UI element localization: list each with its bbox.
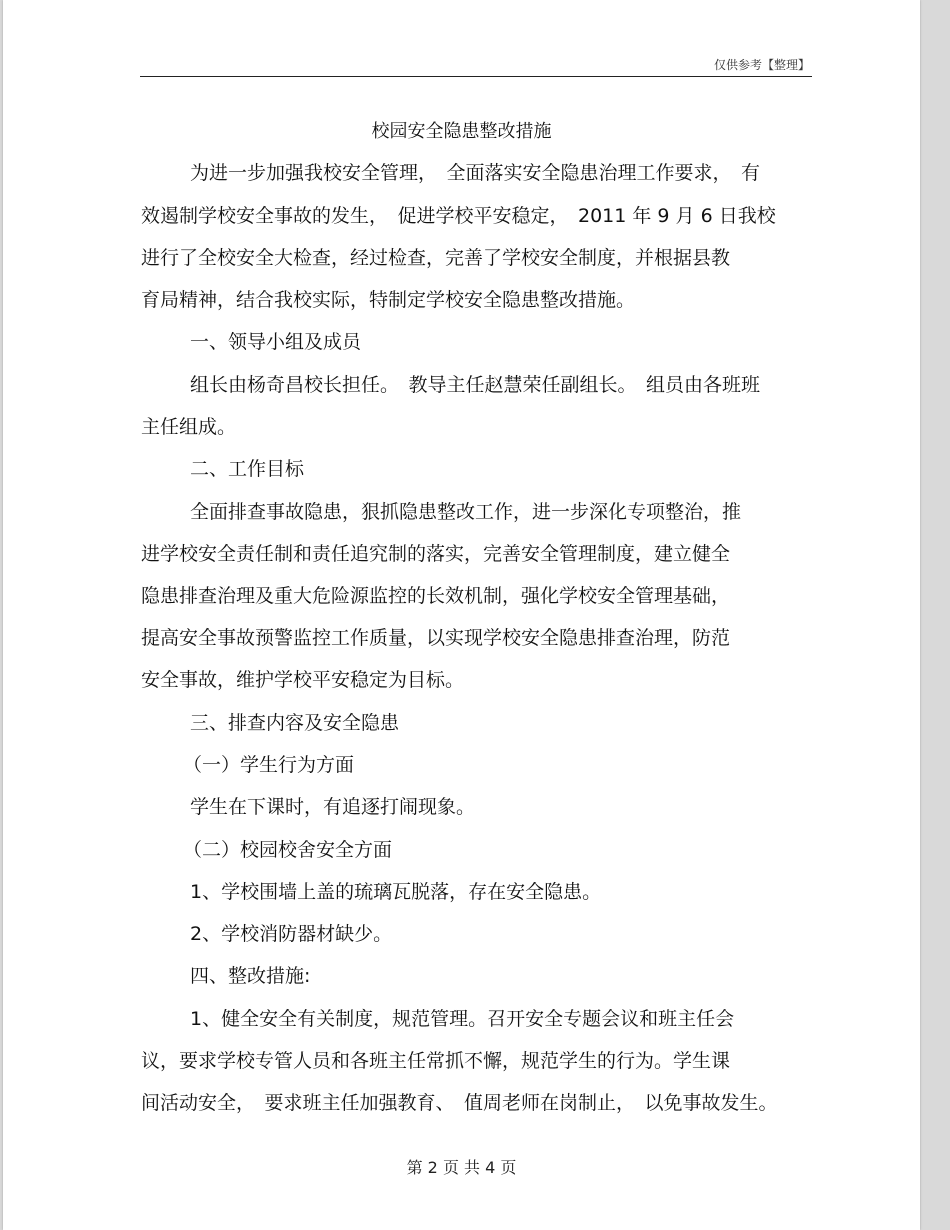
body-line: 隐患排查治理及重大危险源监控的长效机制，强化学校安全管理基础， (141, 585, 731, 607)
body-line: 育局精神，结合我校实际，特制定学校安全隐患整改措施。 (141, 289, 636, 311)
body-line: 学生在下课时，有追逐打闹现象。 (190, 796, 476, 818)
body-line: 为进一步加强我校安全管理， 全面落实安全隐患治理工作要求， 有 (190, 162, 761, 184)
subsection-heading: （二）校园校舍安全方面 (183, 839, 393, 861)
body-line: 进学校安全责任制和责任追究制的落实，完善安全管理制度，建立健全 (141, 543, 731, 565)
body-line: 进行了全校安全大检查，经过检查，完善了学校安全制度，并根据县教 (141, 247, 731, 269)
header-rule (140, 76, 812, 77)
body-line: 效遏制学校安全事故的发生， 促进学校平安稳定， 2011 年 9 月 6 日我校 (141, 205, 776, 227)
section-heading: 四、整改措施: (190, 965, 311, 987)
body-line: 全面排查事故隐患，狠抓隐患整改工作，进一步深化专项整治，推 (190, 501, 742, 523)
subsection-heading: （一）学生行为方面 (183, 754, 355, 776)
section-heading: 三、排查内容及安全隐患 (190, 712, 400, 734)
body-line: 安全事故，维护学校平安稳定为目标。 (141, 669, 465, 691)
body-line: 提高安全事故预警监控工作质量，以实现学校安全隐患排查治理，防范 (141, 627, 731, 649)
document-page (3, 0, 920, 1230)
list-item: 2、学校消防器材缺少。 (190, 923, 393, 945)
document-title: 校园安全隐患整改措施 (371, 121, 552, 142)
page-number: 第 2 页 共 4 页 (406, 1158, 517, 1177)
header-note: 仅供参考【整理】 (713, 58, 810, 72)
section-heading: 二、工作目标 (190, 458, 305, 480)
body-line: 主任组成。 (141, 416, 237, 438)
body-line: 组长由杨奇昌校长担任。 教导主任赵慧荣任副组长。 组员由各班班 (190, 374, 761, 396)
section-heading: 一、领导小组及成员 (190, 331, 362, 353)
body-line: 1、健全安全有关制度，规范管理。召开安全专题会议和班主任会 (190, 1008, 735, 1030)
body-line: 间活动安全， 要求班主任加强教育、 值周老师在岗制止， 以免事故发生。 (141, 1092, 778, 1114)
body-line: 议，要求学校专管人员和各班主任常抓不懈，规范学生的行为。学生课 (141, 1050, 731, 1072)
list-item: 1、学校围墙上盖的琉璃瓦脱落，存在安全隐患。 (190, 881, 602, 903)
